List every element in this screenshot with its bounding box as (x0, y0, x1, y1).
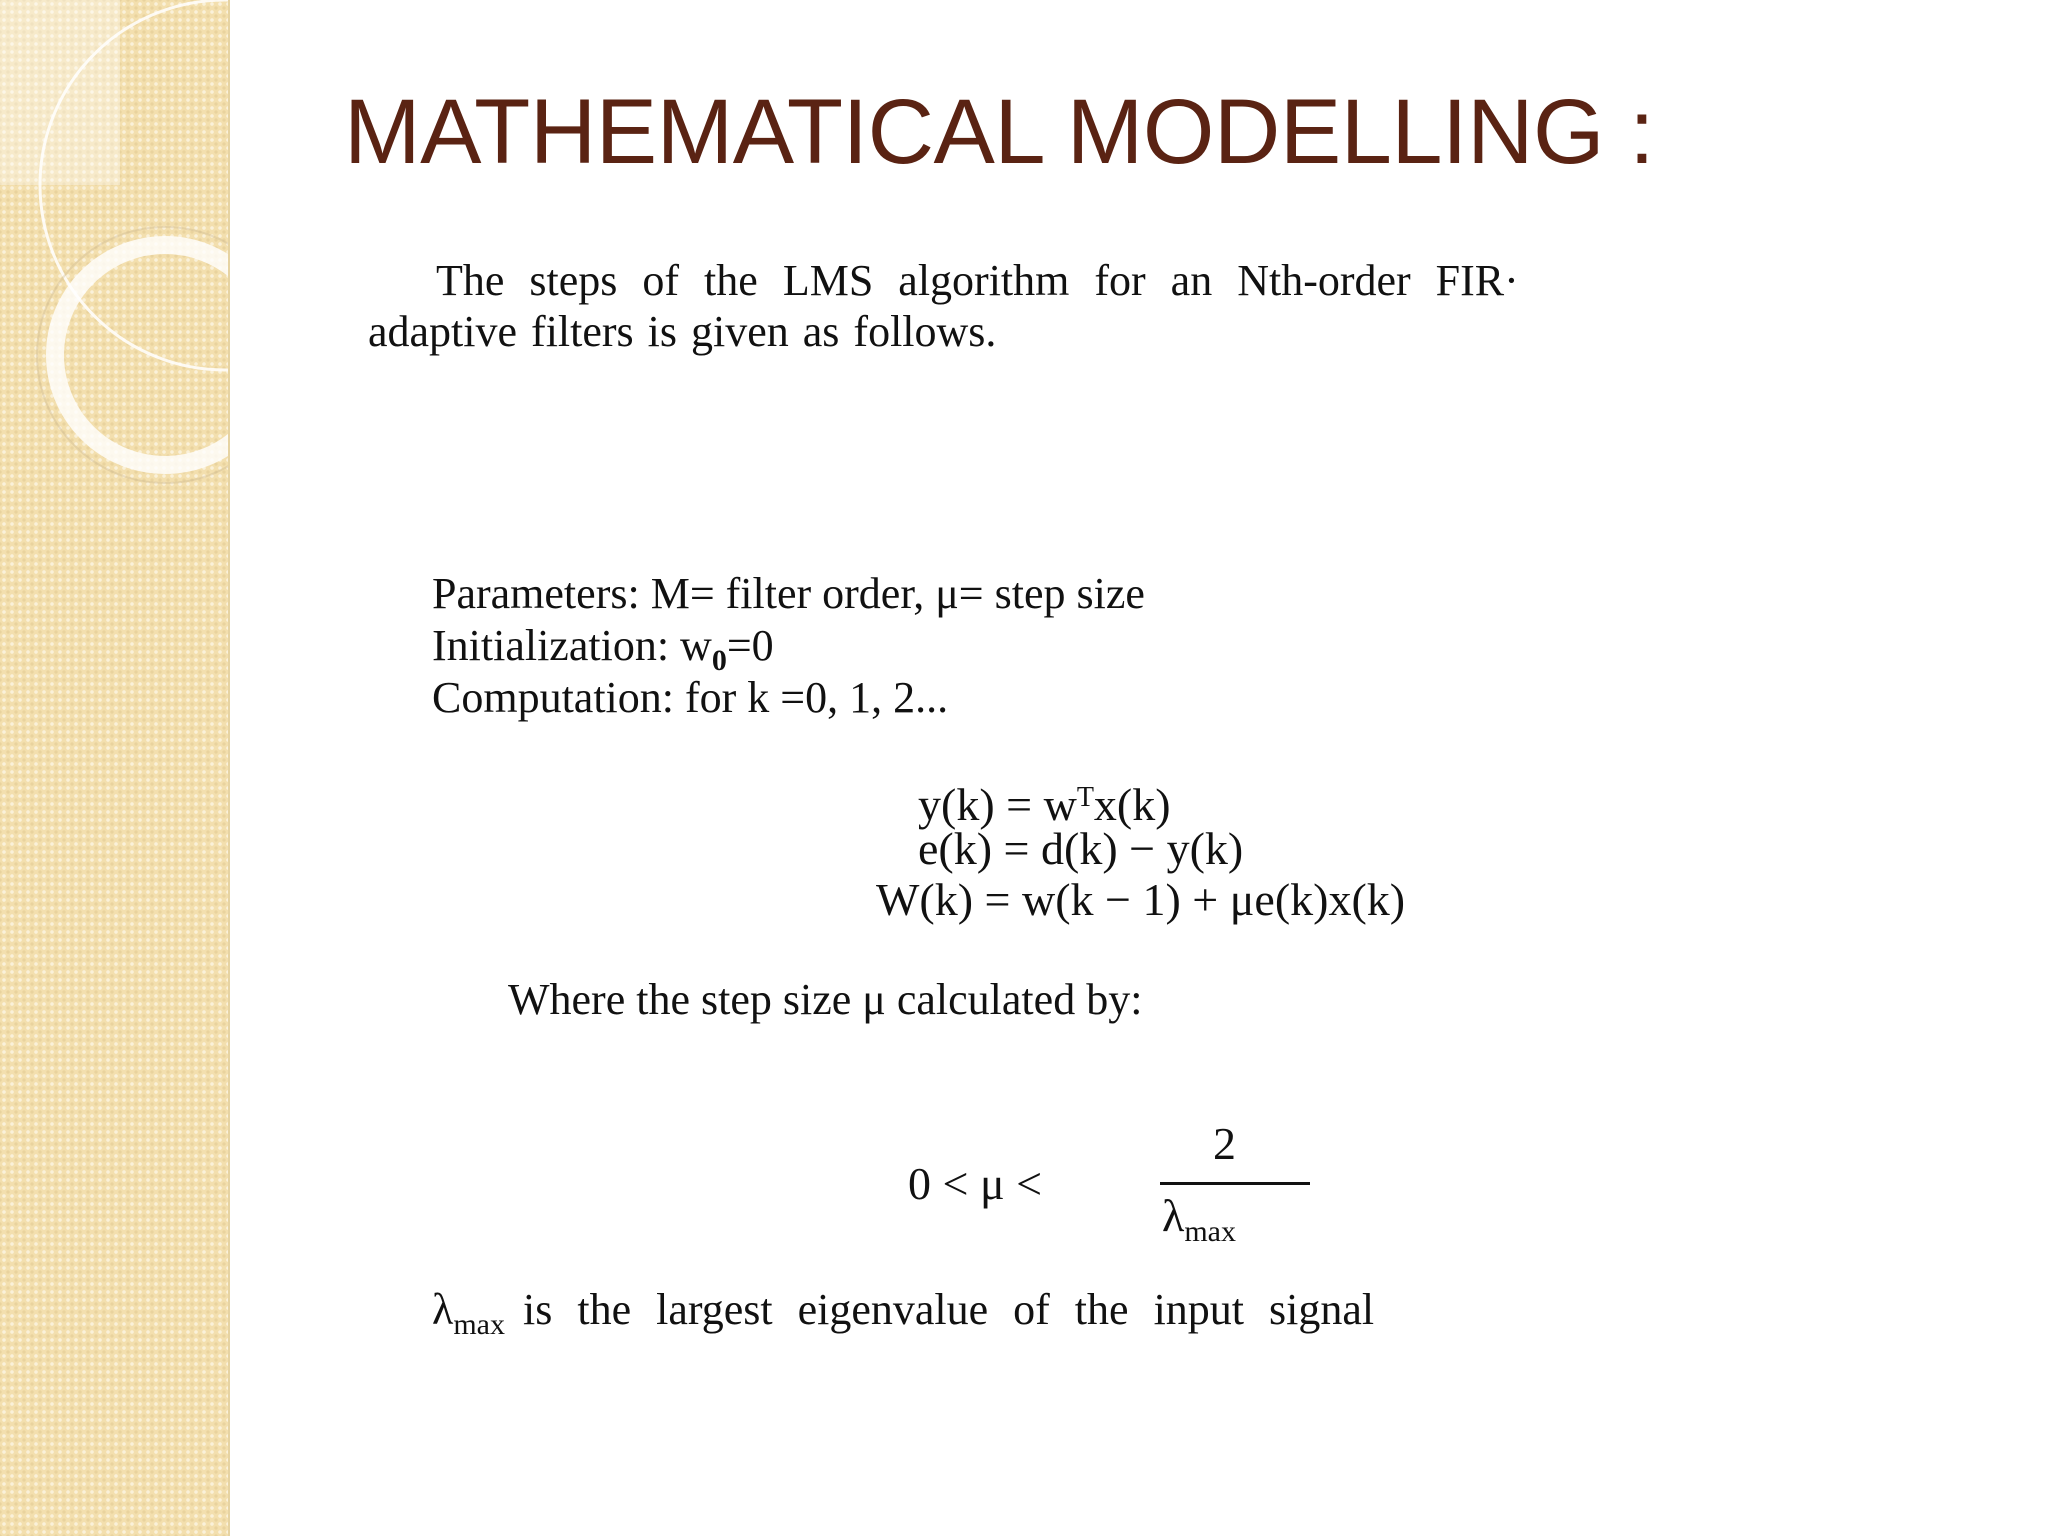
bound-numerator: 2 (1213, 1118, 1236, 1169)
intro-line-1: The steps of the LMS algorithm for an Nth-order FIR· (436, 256, 1519, 305)
equation-output-prefix: y(k) = w (918, 779, 1077, 830)
bound-lhs: 0 < μ < (908, 1158, 1043, 1209)
fraction-bar (1160, 1182, 1310, 1185)
where-text: Where the step size μ calculated by: (508, 975, 1143, 1024)
equation-output-suffix: x(k) (1093, 779, 1171, 830)
bound-denominator (1162, 1190, 1236, 1258)
initialization-suffix: =0 (726, 621, 774, 670)
lambda-definition (432, 1284, 1374, 1351)
lambda-text: is the largest eigenvalue of the input signal (523, 1285, 1375, 1334)
intro-line-2: adaptive filters is given as follows. (368, 307, 997, 356)
step-size-bound (908, 1118, 1328, 1248)
equation-error: e(k) = d(k) − y(k) (918, 823, 1244, 874)
lambda-subscript: max (453, 1308, 505, 1341)
bound-denominator-symbol: λ (1162, 1190, 1185, 1241)
parameters-line: Parameters: M= filter order, μ= step size (432, 569, 1145, 618)
lambda-symbol: λ (432, 1285, 454, 1334)
equation-output-superscript: T (1076, 782, 1094, 813)
initialization-prefix: Initialization: w (432, 621, 712, 670)
computation-line: Computation: for k =0, 1, 2... (432, 673, 949, 722)
bound-denominator-subscript: max (1184, 1215, 1236, 1248)
slide-title: MATHEMATICAL MODELLING : (344, 81, 1655, 183)
equation-weight-update: W(k) = w(k − 1) + μe(k)x(k) (876, 874, 1406, 925)
initialization-subscript: 0 (711, 644, 727, 677)
decorative-sidebar (0, 0, 230, 1536)
decorative-rings (0, 0, 228, 1536)
